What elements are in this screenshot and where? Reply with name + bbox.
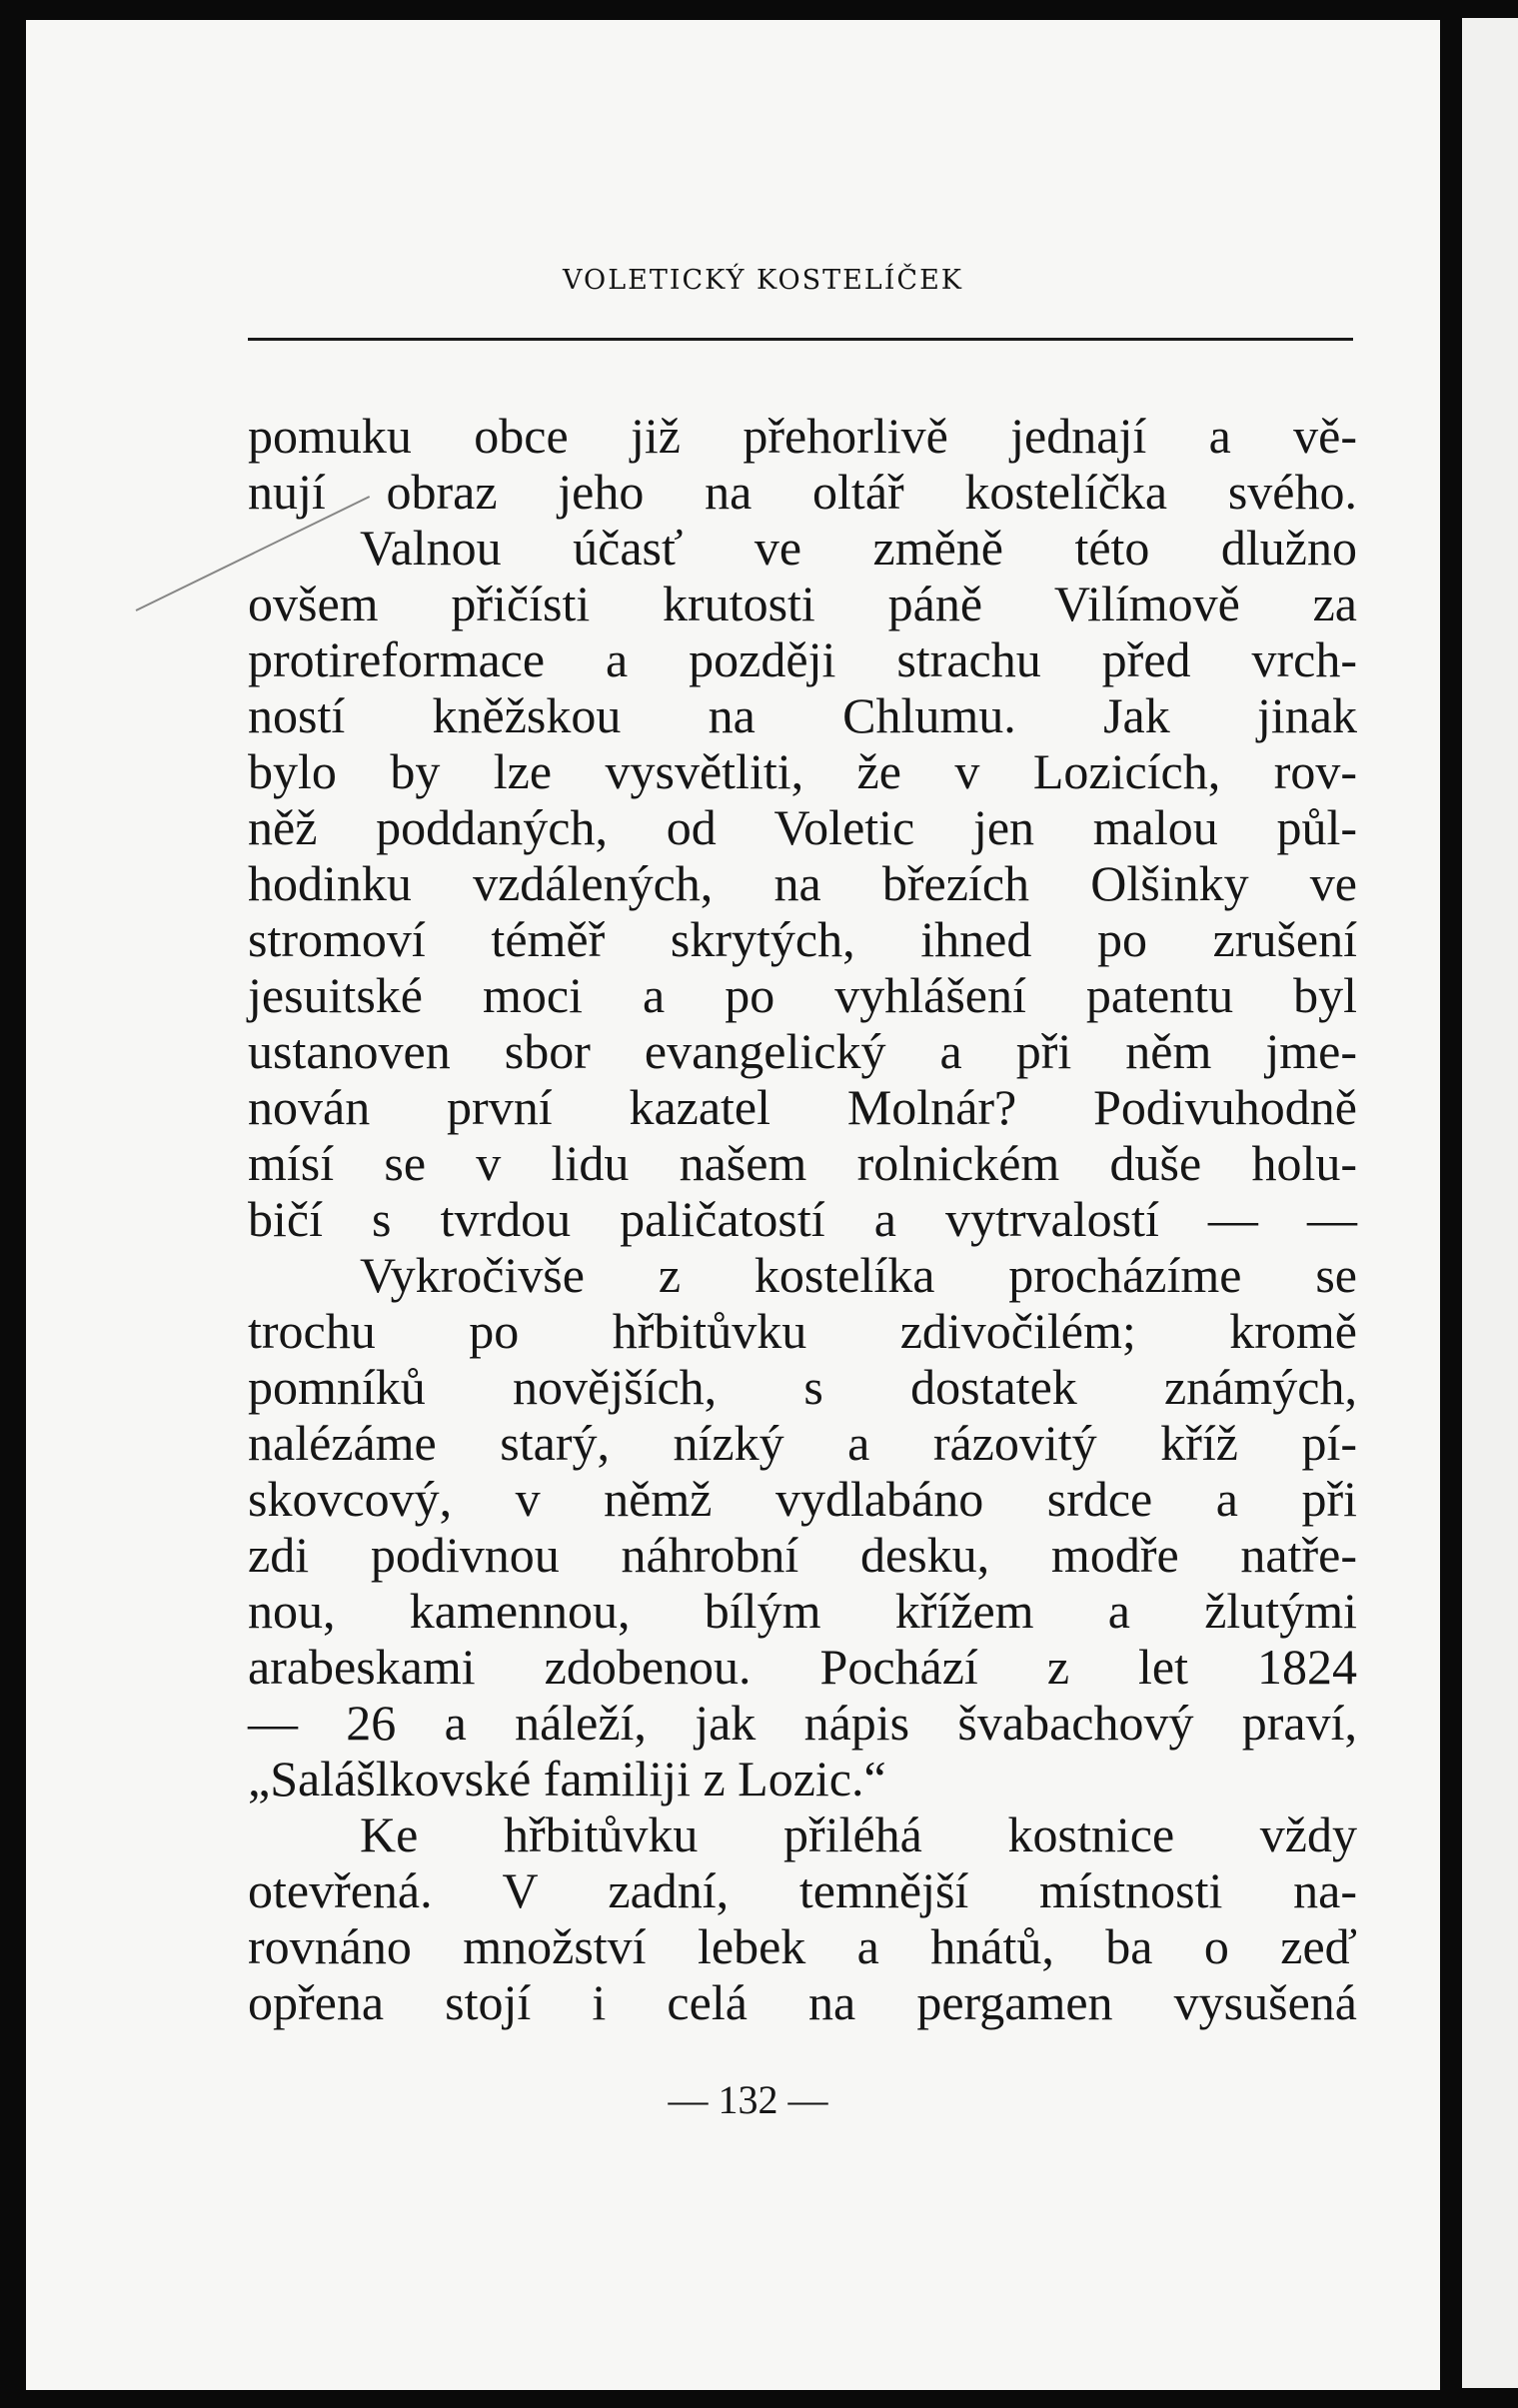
text-line: arabeskami zdobenou. Pochází z let 1824 (248, 1639, 1357, 1695)
text-line: ovšem přičísti krutosti páně Vilímově za (248, 576, 1357, 631)
text-line: nován první kazatel Molnár? Podivuhodně (248, 1079, 1357, 1135)
text-line: pomníků novějších, s dostatek známých, (248, 1359, 1357, 1415)
text-line: ností kněžskou na Chlumu. Jak jinak (248, 687, 1357, 743)
text-line: mísí se v lidu našem rolnickém duše holu- (248, 1135, 1357, 1191)
page-number: — 132 — (668, 2077, 828, 2122)
text-line: Vykročivše z kostelíka procházíme se (360, 1247, 1357, 1303)
text-line: stromoví téměř skrytých, ihned po zrušení (248, 911, 1357, 967)
text-line: bylo by lze vysvětliti, že v Lozicích, rov- (248, 743, 1357, 799)
text-line: jesuitské moci a po vyhlášení patentu byl (248, 967, 1357, 1023)
text-line: bičí s tvrdou paličatostí a vytrvalostí — — (248, 1191, 1357, 1247)
text-line: „Salášlkovské familiji z Lozic.“ (248, 1751, 886, 1806)
text-line: otevřená. V zadní, temnější místnosti na- (248, 1862, 1357, 1918)
text-line: — 26 a náleží, jak nápis švabachový praví, (248, 1695, 1357, 1751)
text-line: pomuku obce již přehorlivě jednají a vě- (248, 408, 1357, 464)
text-line: nalézáme starý, nízký a rázovitý kříž pí- (248, 1415, 1357, 1471)
text-line: Valnou účasť ve změně této dlužno (360, 520, 1357, 576)
text-line: něž poddaných, od Voletic jen malou půl- (248, 799, 1357, 855)
text-line: opřena stojí i celá na pergamen vysušená (248, 1974, 1357, 2030)
text-line: rovnáno množství lebek a hnátů, ba o zeď (248, 1918, 1357, 1974)
header-rule (248, 338, 1353, 341)
running-head: VOLETICKÝ KOSTELÍČEK (563, 265, 963, 296)
text-line: protireformace a později strachu před vrch- (248, 631, 1357, 687)
text-line: hodinku vzdálených, na březích Olšinky ve (248, 855, 1357, 911)
text-line: Ke hřbitůvku přiléhá kostnice vždy (360, 1806, 1357, 1862)
binding-gutter (1440, 0, 1462, 2408)
text-line: nou, kamennou, bílým křížem a žlutými (248, 1583, 1357, 1639)
body-text (248, 408, 1357, 2030)
text-line: trochu po hřbitůvku zdivočilém; kromě (248, 1303, 1357, 1359)
text-line: skovcový, v němž vydlabáno srdce a při (248, 1471, 1357, 1527)
text-line: zdi podivnou náhrobní desku, modře natře- (248, 1527, 1357, 1583)
book-page (26, 20, 1440, 2390)
text-line: ustanoven sbor evangelický a při něm jme- (248, 1023, 1357, 1079)
text-line: nují obraz jeho na oltář kostelíčka svého. (248, 464, 1357, 520)
adjacent-page-edge (1462, 18, 1518, 2388)
